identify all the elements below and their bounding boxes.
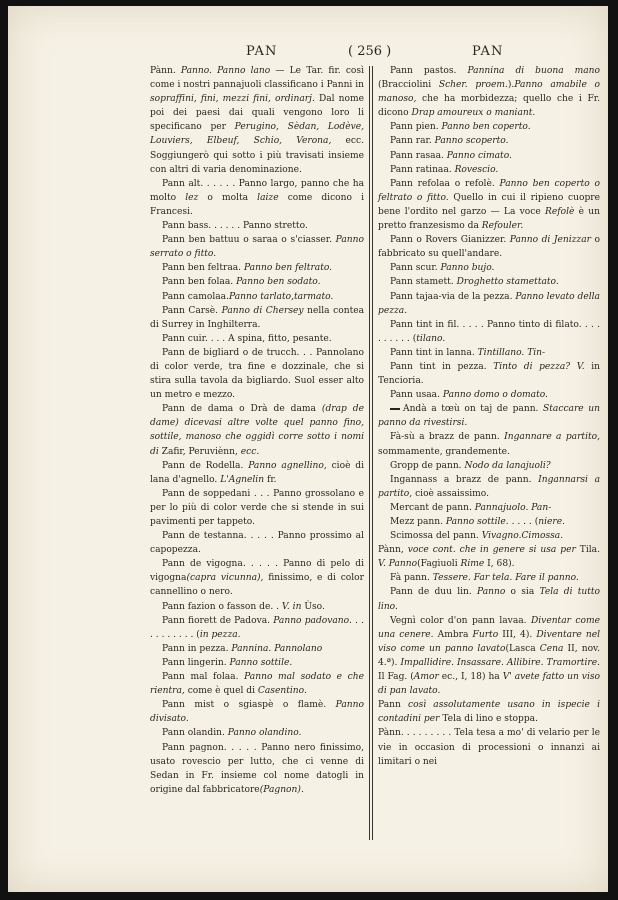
text-span: Pann cuir. . . . A spina, fitto, pesante. <box>162 333 332 344</box>
text-span: Gropp de pann. <box>390 460 465 471</box>
text-span: Pann de dama o Drà de dama <box>162 404 322 415</box>
text-span: Pann o Rovers Gianizzer. <box>390 235 510 246</box>
entry-paragraph <box>378 726 600 768</box>
text-span: (Fagiuoli <box>417 559 461 570</box>
italic-text-span: (drap de dame) dicevasi altre volte quel panno fino, sottile, manoso che oggidì corre sotto i nomi di <box>150 404 364 457</box>
entry-paragraph <box>378 233 600 261</box>
text-span: Scimossa del pann. <box>390 531 482 542</box>
entry-paragraph <box>150 529 364 557</box>
entry-paragraph <box>378 473 600 501</box>
entry-paragraph <box>150 487 364 529</box>
italic-text-span: Panno sottile. <box>445 517 509 527</box>
text-span: Pann lingerin. <box>162 657 230 668</box>
entry-paragraph <box>150 219 364 233</box>
italic-text-span: Panno padovano. <box>273 615 352 626</box>
text-span: Pann de vigogna. . . . . Panno di pelo di vigogna <box>150 559 364 584</box>
italic-text-span: Panno olandino. <box>227 728 302 739</box>
italic-text-span: Tinto di pezza? V. <box>493 361 585 372</box>
entry-paragraph <box>378 275 600 289</box>
italic-text-span: ecc. <box>240 446 260 457</box>
text-span: Pànn. <box>150 66 181 76</box>
entry-paragraph <box>150 64 364 177</box>
italic-text-span: Panno cimato. <box>446 150 512 161</box>
italic-text-span: Ingannare a partito, <box>504 432 601 443</box>
entry-paragraph <box>150 177 364 219</box>
text-span: Ùso. <box>301 601 325 612</box>
italic-text-span: Panno serrato o fitto. <box>150 235 364 260</box>
italic-text-span: Panno di Jenizzar <box>509 235 591 246</box>
italic-text-span: Panno. Panno lano <box>180 66 271 76</box>
entry-paragraph <box>150 459 364 487</box>
italic-text-span: Amor <box>413 672 439 683</box>
italic-text-span: tilano. <box>416 333 446 344</box>
text-span: (Bracciolini <box>378 80 439 91</box>
page-header <box>8 44 608 62</box>
italic-text-span: Panno mal sodato e che rientra, <box>150 672 364 697</box>
text-span: fr. <box>264 474 277 485</box>
italic-text-span: Pannina. Pannolano <box>231 643 323 654</box>
text-span: I, 68). <box>484 559 515 570</box>
italic-text-span: Scher. proem. <box>438 80 508 91</box>
italic-text-span: Panno bujo. <box>440 263 495 274</box>
italic-text-span: Tela di tutto lino. <box>378 587 600 612</box>
italic-text-span: (Pagnon). <box>259 784 304 795</box>
text-span: Pann fazion o fasson de. . <box>162 601 282 612</box>
text-span: Pann de bigliard o de trucch. . . Pannolano di color verde, tra fine e dozzinale, che si stira sulla tavola da bigliardo. Suol esser alto un metro e mezzo. <box>150 347 364 401</box>
entry-paragraph <box>378 177 600 233</box>
text-span: Pann scur. <box>390 263 441 274</box>
italic-text-span: (capra vicunna), <box>186 573 264 584</box>
italic-text-span: Rovescio. <box>454 164 499 175</box>
text-span: Pann <box>378 700 408 711</box>
text-span: Tila. <box>575 545 600 556</box>
text-span: o molta <box>198 192 258 203</box>
italic-text-span: L'Agnelin <box>220 474 265 485</box>
italic-text-span: Vivagno.Cimossa. <box>481 531 564 542</box>
entry-paragraph <box>378 430 600 458</box>
entry-paragraph <box>150 304 364 332</box>
text-span: Pann fiorett de Padova. <box>162 615 274 626</box>
text-span: . . . . . . . . . . ( <box>150 615 364 640</box>
italic-text-span: Diventar come una cenere. <box>378 615 600 640</box>
entry-paragraph <box>150 332 364 346</box>
right-column <box>378 64 600 769</box>
text-span: Pann rar. <box>390 136 435 147</box>
header-right-word: PAN <box>472 44 504 59</box>
entry-paragraph <box>378 529 600 543</box>
italic-text-span: Tessere. Far tela. Fare il panno. <box>432 573 579 584</box>
italic-text-span: Furto <box>472 629 499 640</box>
italic-text-span: V. Panno <box>378 559 418 570</box>
text-span: cioè di lana d'agnello. <box>150 460 365 485</box>
text-span: Quello in cui il ripieno cuopre bene l'ordito nel garzo — La voce <box>378 192 600 217</box>
italic-text-span: Rime <box>460 559 485 570</box>
text-span: Tela di lino e stoppa. <box>439 714 538 725</box>
text-span: II, nov. 4.ª). <box>378 643 600 668</box>
text-span: Pann de soppedani . . . Panno grossolano e per lo più di color verde che si stende in sui pavimenti per tappeto. <box>150 488 364 527</box>
entry-paragraph <box>378 543 600 571</box>
italic-text-span: Refouler. <box>481 221 524 232</box>
text-span: Pann ben folaa. <box>162 277 237 288</box>
text-span: Pann stamett. <box>390 277 457 288</box>
italic-text-span: Casentino. <box>257 686 307 697</box>
entry-paragraph <box>150 726 364 740</box>
text-span: Dal nome poi dei paesi dai quali vengono loro li specificano per <box>150 94 364 133</box>
entry-paragraph <box>150 656 364 670</box>
entry-paragraph <box>378 571 600 585</box>
italic-text-span: Panno agnellino, <box>248 460 327 471</box>
italic-text-span: voce cont. che in genere si usa per <box>407 545 576 556</box>
text-span: ecc. Soggiungerò qui sotto i più travisati insieme con altri di varia denominazione. <box>150 136 364 175</box>
text-span: in Tencioria. <box>378 361 601 387</box>
italic-text-span: sopraffini, fini, mezzi fini, ordinarj. <box>150 94 315 105</box>
italic-text-span: Cena <box>539 643 564 654</box>
italic-text-span: niere. <box>538 517 566 527</box>
entry-paragraph <box>378 698 600 726</box>
italic-text-span: così assolutamente usano in ispecie i contadini per <box>378 700 600 725</box>
italic-text-span: Panno amabile o manoso, <box>378 80 600 105</box>
italic-text-span: Refolè <box>545 206 575 217</box>
entry-paragraph <box>150 642 364 656</box>
entry-paragraph <box>378 261 600 275</box>
entry-paragraph <box>150 698 364 726</box>
entry-paragraph <box>150 614 364 642</box>
text-span: Ambra <box>433 629 473 640</box>
text-span: Pann tajaa-via de la pezza. <box>390 291 516 302</box>
italic-text-span: laize <box>257 192 279 203</box>
entry-paragraph <box>378 515 600 529</box>
text-span: Zafir, Peruviènn, <box>158 446 241 457</box>
text-span: Mercant de pann. <box>390 502 475 513</box>
entry-paragraph <box>150 670 364 698</box>
italic-text-span: Panno ben feltrato. <box>243 263 333 274</box>
text-span: finissimo, e di color cannellino o nero. <box>150 573 364 598</box>
italic-text-span: Panno sottile. <box>229 657 293 668</box>
italic-text-span: Panno ben coperto o feltrato o fitto. <box>378 178 600 203</box>
text-span: Pann mal folaa. <box>162 672 245 683</box>
entry-paragraph <box>378 64 600 120</box>
italic-text-span: Diventare nel viso come un panno lavato <box>378 629 600 654</box>
text-span: cioè assaissimo. <box>412 488 489 499</box>
italic-text-span: Pannina di buona mano <box>467 66 600 76</box>
text-span: Vegnì color d'on pann lavaa. <box>390 615 531 626</box>
dictionary-page <box>8 6 608 892</box>
text-span: — Le Tar. fir. così come i nostri pannajuoli classificano i Panni in <box>150 66 364 91</box>
italic-text-span: V' avete fatto un viso di pan lavato. <box>378 672 600 697</box>
text-span: . . . . ( <box>508 517 539 527</box>
entry-paragraph <box>378 614 600 699</box>
italic-text-span: in pezza. <box>199 629 241 640</box>
text-span: nella contea di Surrey in Inghilterra. <box>150 305 365 330</box>
text-span: III, 4). <box>498 629 537 640</box>
text-span: Pann pien. <box>390 122 442 133</box>
entry-paragraph <box>150 741 364 797</box>
italic-text-span: Staccare un panno da rivestirsi. <box>378 404 600 429</box>
text-span: che ha morbidezza; quello che i Fr. dicono <box>378 94 600 119</box>
italic-text-span: Panno di Chersey <box>221 305 304 316</box>
text-span: Pann usaa. <box>390 390 443 401</box>
italic-text-span: Panno divisato. <box>150 700 364 725</box>
text-span: Il Fag. ( <box>378 672 414 683</box>
entry-paragraph <box>378 120 600 134</box>
text-span: è un pretto franzesismo da <box>378 206 600 232</box>
text-span: ec., I, 18) ha <box>438 672 503 683</box>
italic-text-span: Pannajuolo. Pan- <box>474 502 552 513</box>
text-span: Pann tint in lanna. <box>390 347 478 358</box>
entry-paragraph <box>150 557 364 599</box>
text-span: Pann de duu lin. <box>390 587 478 598</box>
entry-paragraph <box>378 501 600 515</box>
text-span: sommamente, grandemente. <box>378 446 510 457</box>
entry-paragraph <box>378 388 600 402</box>
entry-paragraph <box>150 600 364 614</box>
entry-paragraph <box>378 459 600 473</box>
text-span: Pann refolaa o refolè. <box>390 178 500 189</box>
italic-text-span: Panno ben coperto. <box>441 122 531 133</box>
italic-text-span: V. in <box>281 601 302 612</box>
italic-text-span: Perugino, Sèdan, Lodève, Louviers, Elbeuf, Schio, Verona, <box>150 122 364 147</box>
italic-text-span: Drap amoureux o maniant. <box>411 108 536 119</box>
entry-paragraph <box>378 402 600 430</box>
text-span: Ingannass a brazz de pann. <box>390 474 539 485</box>
entry-paragraph <box>150 402 364 458</box>
text-span: Pann de Rodella. <box>162 460 249 471</box>
text-span: Pànn, <box>378 545 408 556</box>
column-divider-rule <box>369 66 370 840</box>
entry-paragraph <box>150 346 364 402</box>
text-span: Pann ben feltraa. <box>162 263 244 274</box>
text-span: Pann mist o sgiaspè o flamè. <box>162 700 336 711</box>
text-span: Pann olandin. <box>162 728 228 739</box>
italic-text-span: Panno scoperto. <box>434 136 509 147</box>
dash-mark <box>390 408 400 410</box>
text-span: Pann alt. . . . . . Panno largo, panno che ha molto <box>150 178 364 203</box>
text-span: (Lasca <box>505 643 540 654</box>
text-span: come è quel di <box>184 686 258 697</box>
text-span: Pann bass. . . . . . Panno stretto. <box>162 221 308 232</box>
text-span: o fabbricato su quell'andare. <box>378 235 600 260</box>
text-span: Pann in pezza. <box>162 643 232 654</box>
italic-text-span: Panno tarlato,tarmato. <box>229 291 334 302</box>
entry-paragraph <box>378 134 600 148</box>
entry-paragraph <box>150 261 364 275</box>
left-column <box>150 64 364 797</box>
text-span: Pann tint in fil. . . . . Panno tinto di filato. . . . . . . . . . ( <box>378 319 600 344</box>
italic-text-span: Nodo da lanajuoli? <box>464 460 551 471</box>
header-left-word: PAN <box>246 44 278 59</box>
text-span: Mezz pann. <box>390 517 446 527</box>
column-divider-rule-inner <box>372 66 373 840</box>
entry-paragraph <box>378 360 600 388</box>
italic-text-span: lez <box>185 192 199 203</box>
text-span: Pànn. . . . . . . . . Tela tesa a mo' di velario per le vie in occasion di processioni o innanzi ai limitari o nei <box>378 728 600 767</box>
italic-text-span: Panno <box>477 587 506 598</box>
entry-paragraph <box>378 149 600 163</box>
page-number: ( 256 ) <box>348 44 392 59</box>
text-span: Pann tint in pezza. <box>390 361 494 372</box>
italic-text-span: Ingannarsi a partito, <box>378 474 600 499</box>
entry-paragraph <box>378 163 600 177</box>
entry-paragraph <box>378 318 600 346</box>
italic-text-span: Panno domo o domato. <box>442 390 548 401</box>
text-span: o sia <box>505 587 540 598</box>
entry-paragraph <box>378 290 600 318</box>
entry-paragraph <box>378 585 600 613</box>
italic-text-span: Panno levato della pezza. <box>378 291 600 316</box>
text-span: Pann pagnon. . . . . Panno nero finissimo, usato rovescio per lutto, che ci venne di Sedan in Fr. insieme col nome datogli in origine dal fabbricatore <box>150 742 364 795</box>
text-span: Fà-sù a brazz de pann. <box>390 432 505 443</box>
text-span: Pann rasaa. <box>390 150 447 161</box>
text-span: ). <box>507 80 515 91</box>
entry-paragraph <box>150 233 364 261</box>
text-span: Pann Carsè. <box>162 305 222 316</box>
entry-paragraph <box>378 346 600 360</box>
text-span: Pann camolaa. <box>162 291 229 302</box>
text-span: come dicono i Francesi. <box>150 192 364 217</box>
italic-text-span: Impallidire. Insassare. Allibire. Tramortire. <box>400 657 600 668</box>
text-span: Andà a tœù on taj de pann. <box>403 404 544 415</box>
text-span: Pann ratinaa. <box>390 164 455 175</box>
italic-text-span: Droghetto stamettato. <box>456 277 559 288</box>
text-span: Pann pastos. <box>390 66 468 76</box>
text-span: Pann ben battuu o saraa o s'ciasser. <box>162 235 336 246</box>
italic-text-span: Tintillano. Tin- <box>477 347 546 358</box>
entry-paragraph <box>150 275 364 289</box>
text-span: Pann de testanna. . . . . Panno prossimo al capopezza. <box>150 531 364 556</box>
italic-text-span: Panno ben sodato. <box>236 277 321 288</box>
entry-paragraph <box>150 290 364 304</box>
text-span: Fà pann. <box>390 573 433 584</box>
